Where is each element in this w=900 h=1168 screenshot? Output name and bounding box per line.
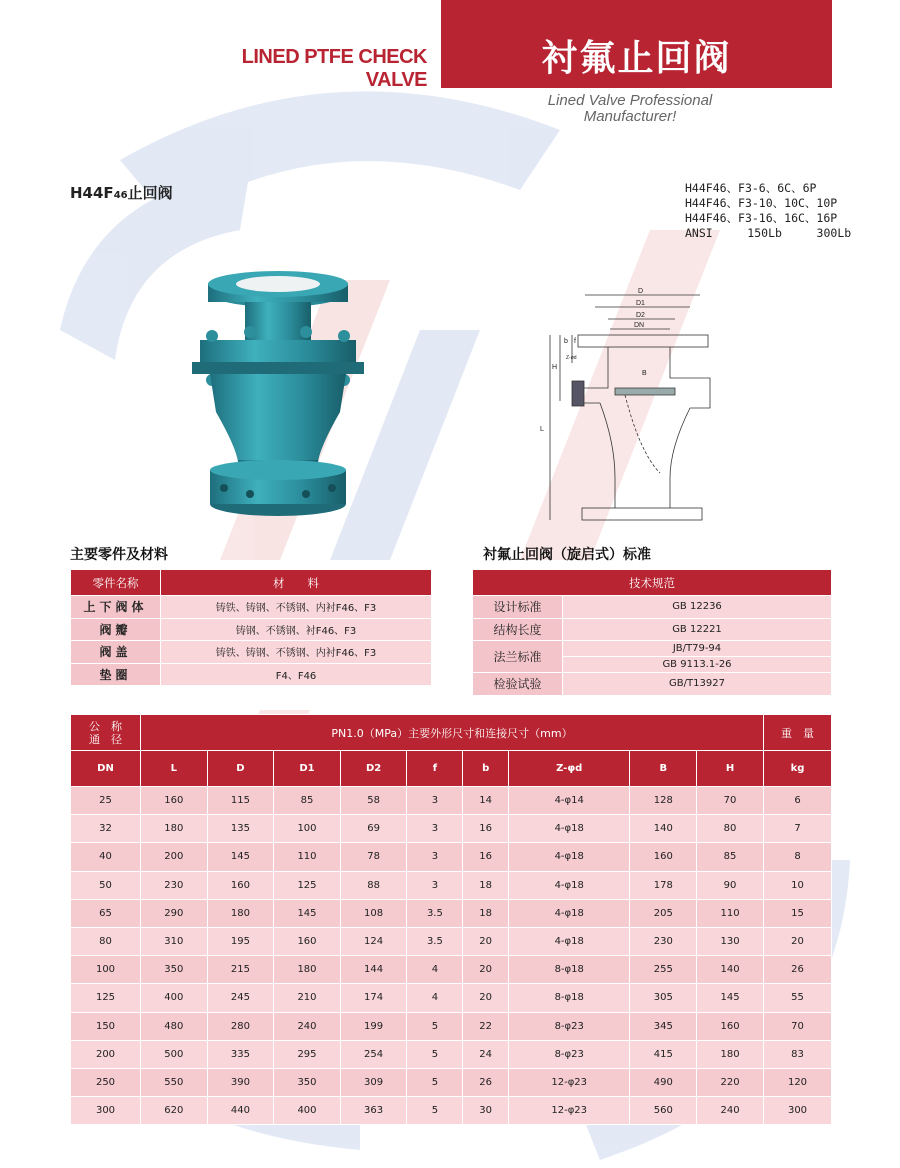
dims-cell: 8 — [764, 843, 832, 871]
dims-cell: 8-φ18 — [508, 984, 630, 1012]
dims-cell: 255 — [630, 956, 697, 984]
dims-cell: 120 — [764, 1068, 832, 1096]
table-row — [71, 641, 432, 664]
dims-cell: 4-φ18 — [508, 843, 630, 871]
spec-label: 设计标准 — [473, 596, 563, 619]
dims-cell: 363 — [340, 1097, 407, 1125]
dim-label-d: D — [638, 288, 644, 295]
dims-cell: 230 — [630, 927, 697, 955]
dims-cell: 160 — [141, 787, 208, 815]
dims-cell: 26 — [764, 956, 832, 984]
dim-label-b: b — [564, 338, 568, 345]
dims-cell: 174 — [340, 984, 407, 1012]
dim-label-l: L — [540, 426, 544, 433]
dims-cell: 22 — [463, 1012, 509, 1040]
dims-cell: 280 — [207, 1012, 274, 1040]
valve-section-drawing — [530, 283, 730, 528]
dims-col-header: D2 — [340, 751, 407, 787]
dims-col-header: H — [697, 751, 764, 787]
dims-cell: 345 — [630, 1012, 697, 1040]
dims-cell: 14 — [463, 787, 509, 815]
dims-cell: 12-φ23 — [508, 1068, 630, 1096]
dims-cell: 88 — [340, 871, 407, 899]
dims-cell: 309 — [340, 1068, 407, 1096]
dims-cell: 110 — [697, 899, 764, 927]
dims-cell: 620 — [141, 1097, 208, 1125]
dims-cell: 295 — [274, 1040, 341, 1068]
dims-cell: 440 — [207, 1097, 274, 1125]
parts-table — [70, 569, 432, 686]
col-nominal-diameter — [71, 715, 141, 751]
col-material: 材 料 — [161, 570, 432, 596]
dims-cell: 4-φ14 — [508, 787, 630, 815]
dims-cell: 3 — [407, 871, 463, 899]
variant-line: H44F46、F3-16、16C、16P — [685, 211, 838, 225]
dims-cell: 180 — [207, 899, 274, 927]
corner-bottom: 通 径 — [89, 732, 122, 746]
spec-label: 结构长度 — [473, 618, 563, 641]
dims-cell: 220 — [697, 1068, 764, 1096]
dims-cell: 199 — [340, 1012, 407, 1040]
dims-cell: 8-φ23 — [508, 1012, 630, 1040]
dims-cell: 230 — [141, 871, 208, 899]
dims-cell: 6 — [764, 787, 832, 815]
variant-line: H44F46、F3-6、6C、6P — [685, 181, 817, 195]
dims-cell: 215 — [207, 956, 274, 984]
dims-cell: 130 — [697, 927, 764, 955]
table-row — [71, 787, 832, 815]
dims-cell: 125 — [71, 984, 141, 1012]
dims-cell: 80 — [697, 815, 764, 843]
dims-cell: 8-φ18 — [508, 956, 630, 984]
dims-cell: 135 — [207, 815, 274, 843]
dims-cell: 180 — [697, 1040, 764, 1068]
dims-cell: 144 — [340, 956, 407, 984]
table-row — [473, 673, 832, 696]
part-name: 垫圈 — [71, 663, 161, 686]
table-row — [71, 927, 832, 955]
dims-cell: 100 — [274, 815, 341, 843]
dims-cell: 80 — [71, 927, 141, 955]
dims-cell: 400 — [141, 984, 208, 1012]
dims-cell: 108 — [340, 899, 407, 927]
part-material: 铸铁、铸钢、不锈钢、内衬F46、F3 — [161, 596, 432, 619]
dims-cell: 245 — [207, 984, 274, 1012]
dims-cell: 210 — [274, 984, 341, 1012]
dims-cell: 5 — [407, 1068, 463, 1096]
dims-cell: 100 — [71, 956, 141, 984]
dims-col-header: DN — [71, 751, 141, 787]
spec-header: 技术规范 — [473, 570, 832, 596]
dims-cell: 305 — [630, 984, 697, 1012]
dims-cell: 140 — [697, 956, 764, 984]
dims-cell: 20 — [463, 956, 509, 984]
dims-cell: 5 — [407, 1097, 463, 1125]
dims-cell: 5 — [407, 1040, 463, 1068]
dims-cell: 20 — [463, 984, 509, 1012]
dims-cell: 240 — [274, 1012, 341, 1040]
spec-value: GB 12221 — [563, 618, 832, 641]
col-part-name: 零件名称 — [71, 570, 161, 596]
dims-cell: 115 — [207, 787, 274, 815]
table-row — [71, 618, 432, 641]
valve-photo — [190, 262, 365, 520]
dims-cell: 550 — [141, 1068, 208, 1096]
dims-cell: 18 — [463, 899, 509, 927]
dims-col-header: kg — [764, 751, 832, 787]
model-variants — [685, 181, 851, 241]
dims-cell: 300 — [71, 1097, 141, 1125]
spec-label: 法兰标准 — [473, 641, 563, 673]
dims-cell: 69 — [340, 815, 407, 843]
dims-cell: 26 — [463, 1068, 509, 1096]
dims-cell: 415 — [630, 1040, 697, 1068]
table-row — [71, 1040, 832, 1068]
dims-col-header: L — [141, 751, 208, 787]
model-title — [70, 182, 173, 203]
table-row — [71, 843, 832, 871]
table-row — [71, 1097, 832, 1125]
dims-group-title: PN1.0（MPa）主要外形尺寸和连接尺寸（mm） — [141, 715, 764, 751]
dim-label-d2: D2 — [636, 312, 645, 319]
part-name: 阀盖 — [71, 641, 161, 664]
dims-cell: 240 — [697, 1097, 764, 1125]
dims-cell: 50 — [71, 871, 141, 899]
dims-cell: 350 — [274, 1068, 341, 1096]
dims-cell: 20 — [764, 927, 832, 955]
dims-cell: 150 — [71, 1012, 141, 1040]
model-main: H44F — [70, 184, 114, 202]
variant-line: H44F46、F3-10、10C、10P — [685, 196, 838, 210]
dims-cell: 16 — [463, 843, 509, 871]
dims-cell: 55 — [764, 984, 832, 1012]
part-material: 铸铁、铸钢、不锈钢、内衬F46、F3 — [161, 641, 432, 664]
spec-section-title: 衬氟止回阀（旋启式）标准 — [483, 547, 651, 563]
part-material: F4、F46 — [161, 663, 432, 686]
dims-cell: 4 — [407, 956, 463, 984]
table-row — [473, 618, 832, 641]
dims-cell: 4-φ18 — [508, 899, 630, 927]
dims-cell: 310 — [141, 927, 208, 955]
dims-cell: 7 — [764, 815, 832, 843]
dims-cell: 560 — [630, 1097, 697, 1125]
tagline-line-1: Lined Valve Professional — [547, 92, 713, 109]
parts-section-title: 主要零件及材料 — [70, 547, 168, 563]
title-chinese: 衬氟止回阀 — [541, 38, 732, 79]
table-row — [473, 641, 832, 657]
table-row — [71, 956, 832, 984]
dims-cell: 78 — [340, 843, 407, 871]
dims-cell: 160 — [630, 843, 697, 871]
dims-cell: 250 — [71, 1068, 141, 1096]
dims-cell: 30 — [463, 1097, 509, 1125]
tagline — [520, 93, 740, 125]
dims-cell: 70 — [697, 787, 764, 815]
dims-col-header: D — [207, 751, 274, 787]
dims-cell: 500 — [141, 1040, 208, 1068]
table-row — [473, 596, 832, 619]
dims-cell: 254 — [340, 1040, 407, 1068]
spec-value: GB/T13927 — [563, 673, 832, 696]
dims-cell: 70 — [764, 1012, 832, 1040]
spec-value: GB 12236 — [563, 596, 832, 619]
dim-label-d1: D1 — [636, 300, 645, 307]
dims-cell: 12-φ23 — [508, 1097, 630, 1125]
dims-cell: 8-φ23 — [508, 1040, 630, 1068]
dims-cell: 3 — [407, 843, 463, 871]
dims-cell: 145 — [697, 984, 764, 1012]
dims-cell: 205 — [630, 899, 697, 927]
dims-cell: 390 — [207, 1068, 274, 1096]
part-material: 铸钢、不锈钢、衬F46、F3 — [161, 618, 432, 641]
model-suffix: 止回阀 — [127, 184, 173, 202]
dims-cell: 32 — [71, 815, 141, 843]
variant-line: ANSI 150Lb 300Lb — [685, 226, 852, 240]
dims-cell: 3 — [407, 787, 463, 815]
dimensions-table — [70, 714, 832, 1125]
dims-cell: 15 — [764, 899, 832, 927]
table-row — [71, 663, 432, 686]
dims-cell: 200 — [141, 843, 208, 871]
dims-cell: 290 — [141, 899, 208, 927]
dims-cell: 3.5 — [407, 899, 463, 927]
dims-cell: 128 — [630, 787, 697, 815]
dims-cell: 83 — [764, 1040, 832, 1068]
spec-value: GB 9113.1-26 — [563, 657, 832, 673]
dim-label-b-upper: B — [642, 370, 647, 377]
dims-cell: 10 — [764, 871, 832, 899]
spec-label: 检验试验 — [473, 673, 563, 696]
dim-label-h: H — [552, 364, 558, 371]
table-row — [71, 899, 832, 927]
dims-cell: 160 — [207, 871, 274, 899]
dims-cell: 400 — [274, 1097, 341, 1125]
dims-cell: 180 — [274, 956, 341, 984]
dim-label-dn: DN — [634, 322, 645, 329]
table-row — [71, 815, 832, 843]
dims-cell: 3 — [407, 815, 463, 843]
dims-cell: 25 — [71, 787, 141, 815]
dims-cell: 3.5 — [407, 927, 463, 955]
dims-cell: 85 — [274, 787, 341, 815]
dims-cell: 65 — [71, 899, 141, 927]
table-row — [71, 1012, 832, 1040]
dims-cell: 180 — [141, 815, 208, 843]
dims-cell: 40 — [71, 843, 141, 871]
table-row — [71, 984, 832, 1012]
dims-cell: 18 — [463, 871, 509, 899]
part-name: 阀瓣 — [71, 618, 161, 641]
dims-cell: 110 — [274, 843, 341, 871]
dims-cell: 195 — [207, 927, 274, 955]
corner-top: 公 称 — [89, 719, 122, 733]
title-english: LINED PTFE CHECK VALVE — [241, 46, 427, 91]
dims-cell: 335 — [207, 1040, 274, 1068]
dims-col-header: b — [463, 751, 509, 787]
dims-col-header: D1 — [274, 751, 341, 787]
dims-cell: 90 — [697, 871, 764, 899]
col-weight: 重 量 — [764, 715, 832, 751]
dims-cell: 58 — [340, 787, 407, 815]
dim-label-zd: Z-ød — [566, 355, 577, 361]
dims-cell: 145 — [207, 843, 274, 871]
dims-cell: 4 — [407, 984, 463, 1012]
dims-cell: 160 — [274, 927, 341, 955]
dims-col-header: f — [407, 751, 463, 787]
dims-cell: 145 — [274, 899, 341, 927]
dims-cell: 4-φ18 — [508, 815, 630, 843]
table-row — [71, 1068, 832, 1096]
dims-cell: 4-φ18 — [508, 927, 630, 955]
dims-cell: 300 — [764, 1097, 832, 1125]
table-row — [71, 596, 432, 619]
dim-label-f: f — [574, 338, 576, 345]
part-name: 上下阀体 — [71, 596, 161, 619]
dims-cell: 85 — [697, 843, 764, 871]
dims-cell: 5 — [407, 1012, 463, 1040]
dims-cell: 480 — [141, 1012, 208, 1040]
tagline-line-2: Manufacturer! — [583, 108, 677, 125]
dims-cell: 160 — [697, 1012, 764, 1040]
dims-cell: 140 — [630, 815, 697, 843]
spec-table — [472, 569, 832, 696]
dims-cell: 16 — [463, 815, 509, 843]
spec-value: JB/T79-94 — [563, 641, 832, 657]
dims-cell: 490 — [630, 1068, 697, 1096]
table-row — [71, 871, 832, 899]
dims-cell: 350 — [141, 956, 208, 984]
model-sub: 46 — [113, 190, 128, 201]
dims-col-header: Z-φd — [508, 751, 630, 787]
dims-col-header: B — [630, 751, 697, 787]
dims-cell: 20 — [463, 927, 509, 955]
dims-cell: 24 — [463, 1040, 509, 1068]
dims-cell: 125 — [274, 871, 341, 899]
dims-cell: 178 — [630, 871, 697, 899]
dims-cell: 124 — [340, 927, 407, 955]
dims-cell: 4-φ18 — [508, 871, 630, 899]
dims-cell: 200 — [71, 1040, 141, 1068]
